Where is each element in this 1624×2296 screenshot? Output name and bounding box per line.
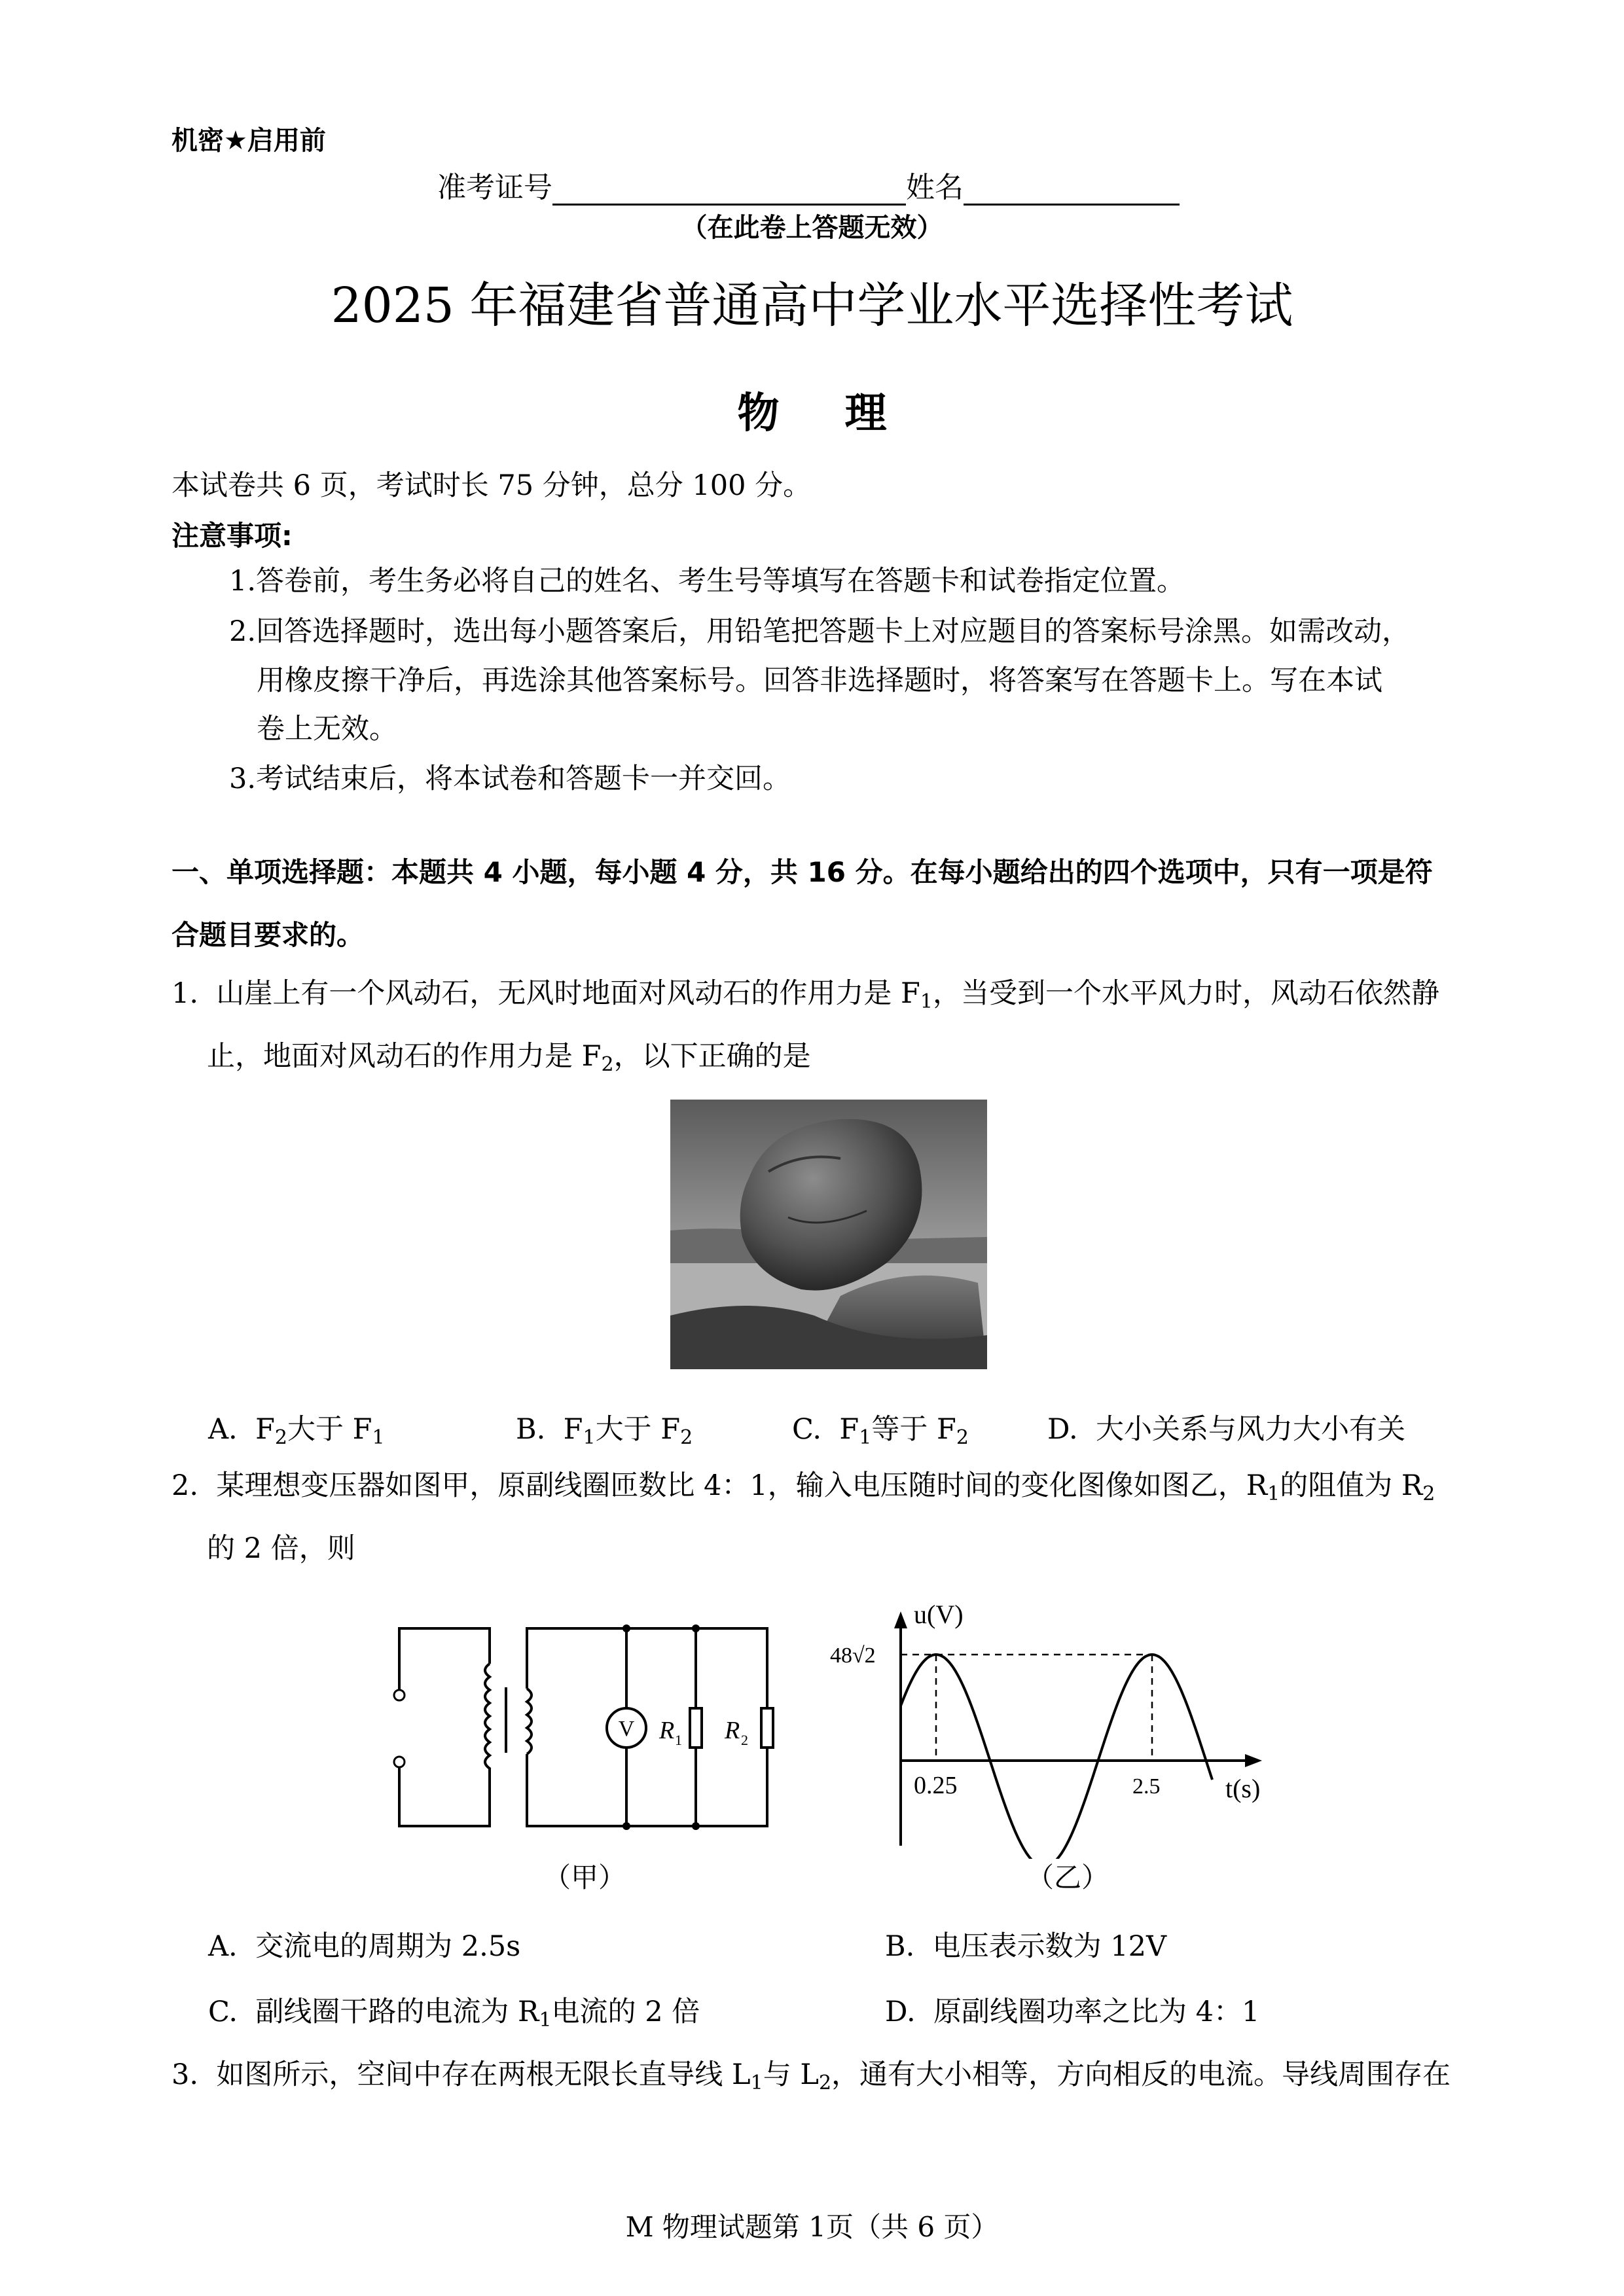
q1-sub1: 1 <box>920 990 933 1013</box>
q1-sub2: 2 <box>601 1053 614 1076</box>
x-tick-2-5: 2.5 <box>1132 1774 1161 1799</box>
wind-rock-photo <box>670 1100 987 1369</box>
q2-option-c[interactable] <box>208 1990 700 2030</box>
q1-a-s2: 1 <box>372 1426 385 1449</box>
q1-option-c-label: C. <box>792 1413 822 1446</box>
notice-item-3: 3.考试结束后，将本试卷和答题卡一并交回。 <box>229 762 791 795</box>
voltage-time-graph <box>825 1597 1283 1859</box>
y-axis-arrow <box>894 1611 907 1628</box>
q3-s1: 1 <box>750 2072 763 2094</box>
r2-resistor <box>761 1708 773 1748</box>
primary-wire-bottom <box>399 1766 490 1826</box>
q2-text-a: 某理想变压器如图甲，原副线圈匝数比 4：1，输入电压随时间的变化图像如图乙，R <box>216 1469 1268 1502</box>
peak-value-label: 48√2 <box>830 1643 876 1668</box>
q3-t1: 如图所示，空间中存在两根无限长直导线 L <box>216 2058 751 2091</box>
q2-number: 2. <box>171 1469 199 1502</box>
question-2-line-1 <box>171 1466 1435 1505</box>
exam-id-label: 准考证号 <box>437 171 552 204</box>
exam-id-line <box>437 164 1180 206</box>
page-footer: M 物理试题第 1页（共 6 页） <box>625 2211 999 2243</box>
name-blank <box>964 173 1180 206</box>
q1-text-a: 山崖上有一个风动石，无风时地面对风动石的作用力是 F <box>216 977 920 1010</box>
q1-b-t1: F <box>563 1413 583 1446</box>
invalid-note: （在此卷上答题无效） <box>681 213 943 243</box>
q1-a-t1: F <box>255 1413 275 1446</box>
intro-text: 本试卷共 6 页，考试时长 75 分钟，总分 100 分。 <box>171 469 812 502</box>
q2-option-b[interactable] <box>885 1924 1166 1964</box>
notice-item-2: 2.回答选择题时，选出每小题答案后，用铅笔把答题卡上对应题目的答案标号涂黑。如需改动， <box>229 615 1411 648</box>
q3-t2: 与 L <box>763 2058 819 2091</box>
notice-item-2-cont: 用橡皮擦干净后，再选涂其他答案标号。回答非选择题时，将答案写在答题卡上。写在本试 <box>257 664 1382 697</box>
primary-terminal-bottom <box>394 1757 405 1767</box>
exam-id-blank <box>552 173 906 206</box>
q1-option-c[interactable] <box>792 1407 969 1447</box>
r1-resistor <box>690 1708 702 1748</box>
q2-option-a[interactable] <box>208 1924 520 1964</box>
q1-option-a[interactable] <box>208 1407 385 1447</box>
q3-t3: ，通有大小相等，方向相反的电流。导线周围存在 <box>831 2058 1451 2091</box>
sine-curve <box>901 1655 1212 1859</box>
question-1-line-2 <box>207 1037 811 1076</box>
y-axis-label: u(V) <box>914 1600 964 1629</box>
q2-c-t1: 副线圈干路的电流为 R <box>255 1996 539 2028</box>
q1-text-b: ，当受到一个水平风力时，风动石依然静 <box>932 977 1439 1010</box>
q1-number: 1. <box>171 977 199 1010</box>
x-tick-0-25: 0.25 <box>914 1772 958 1799</box>
q1-a-t2: 大于 F <box>287 1413 372 1446</box>
q2-option-d[interactable] <box>885 1990 1259 2030</box>
q1-b-t2: 大于 F <box>595 1413 681 1446</box>
q1-d-text: 大小关系与风力大小有关 <box>1095 1413 1405 1446</box>
q1-option-a-label: A. <box>208 1413 238 1446</box>
q1-a-s1: 2 <box>274 1426 288 1449</box>
primary-terminal-top <box>394 1690 405 1700</box>
q2-c-s1: 1 <box>539 2009 552 2032</box>
notice-heading: 注意事项: <box>171 520 293 552</box>
secondary-coil <box>527 1689 532 1754</box>
q1-text-d: ，以下正确的是 <box>613 1040 811 1073</box>
q2-text-b: 的阻值为 R <box>1280 1469 1423 1502</box>
q1-c-s1: 1 <box>859 1426 872 1449</box>
junction-dot <box>692 1822 700 1830</box>
q1-c-t2: 等于 F <box>871 1413 956 1446</box>
junction-dot <box>692 1624 700 1632</box>
section-1-heading-cont: 合题目要求的。 <box>171 919 365 951</box>
q1-option-d-label: D. <box>1047 1413 1078 1446</box>
primary-wire-top <box>399 1628 490 1690</box>
transformer-circuit <box>389 1617 776 1839</box>
q2-option-a-text: 交流电的周期为 2.5s <box>255 1930 521 1963</box>
notice-item-1: 1.答卷前，考生务必将自己的姓名、考生号等填写在答题卡和试卷指定位置。 <box>229 565 1185 598</box>
q1-text-c: 止，地面对风动石的作用力是 F <box>207 1040 602 1073</box>
q1-c-t1: F <box>839 1413 859 1446</box>
q1-option-b-label: B. <box>516 1413 546 1446</box>
q1-c-s2: 2 <box>956 1426 969 1449</box>
subject-title: 物理 <box>737 389 952 438</box>
notice-item-2-cont2: 卷上无效。 <box>257 713 397 745</box>
q2-c-t2: 电流的 2 倍 <box>551 1996 700 2028</box>
exam-title: 2025 年福建省普通高中学业水平选择性考试 <box>331 278 1293 334</box>
q3-s2: 2 <box>818 2072 832 2094</box>
confidential-mark: 机密★启用前 <box>171 126 326 156</box>
primary-coil <box>485 1664 490 1775</box>
q2-option-c-label: C. <box>208 1996 238 2028</box>
figure-yi-caption: （乙） <box>1026 1861 1110 1893</box>
r1-label-sub: 1 <box>675 1732 682 1748</box>
q2-sub2: 2 <box>1422 1482 1435 1505</box>
q1-b-s2: 2 <box>680 1426 693 1449</box>
q1-option-d[interactable] <box>1047 1407 1405 1447</box>
q1-option-b[interactable] <box>516 1407 693 1447</box>
section-1-heading: 一、单项选择题：本题共 4 小题，每小题 4 分，共 16 分。在每小题给出的四个选项中，只有一项是符 <box>171 856 1433 888</box>
r2-label: R <box>725 1717 740 1744</box>
junction-dot <box>623 1822 630 1830</box>
q1-b-s1: 1 <box>583 1426 596 1449</box>
q2-option-d-text: 原副线圈功率之比为 4：1 <box>933 1996 1260 2028</box>
q2-sub1: 1 <box>1267 1482 1280 1505</box>
question-1-line-1 <box>171 974 1439 1013</box>
q2-option-d-label: D. <box>885 1996 916 2028</box>
figure-jia-caption: （甲） <box>543 1861 626 1893</box>
voltmeter-label: V <box>618 1717 635 1741</box>
r2-label-sub: 2 <box>741 1732 748 1748</box>
question-3-line-1 <box>171 2055 1451 2094</box>
r1-label: R <box>659 1717 675 1744</box>
q2-option-b-text: 电压表示数为 12V <box>932 1930 1167 1963</box>
name-label: 姓名 <box>906 171 964 204</box>
question-2-line-2: 的 2 倍，则 <box>207 1532 355 1565</box>
q3-number: 3. <box>171 2058 199 2091</box>
junction-dot <box>623 1624 630 1632</box>
x-axis-label: t(s) <box>1225 1774 1261 1803</box>
q2-option-a-label: A. <box>208 1930 238 1963</box>
q2-option-b-label: B. <box>885 1930 915 1963</box>
x-axis-arrow <box>1245 1754 1262 1767</box>
